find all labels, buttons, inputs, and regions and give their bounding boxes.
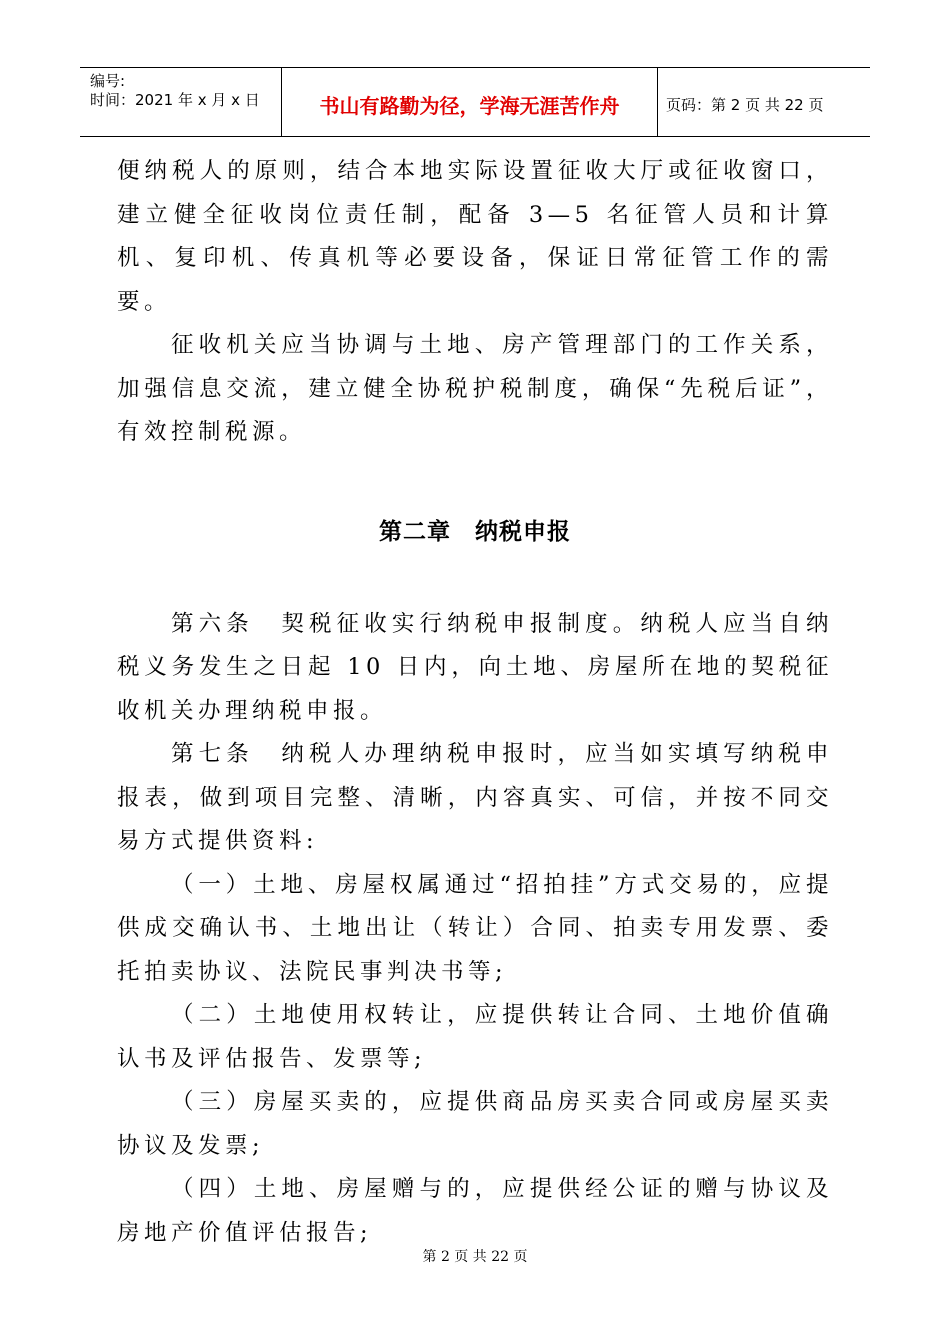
document-body xyxy=(117,150,833,1255)
header-motto: 书山有路勤为径，学海无涯苦作舟 xyxy=(282,68,658,136)
time-label: 时间：2021 年 x 月 x 日 xyxy=(90,91,260,109)
page-header xyxy=(80,67,870,137)
article-seven: 第七条 纳税人办理纳税申报时，应当如实填写纳税申报表，做到项目完整、清晰，内容真实、可信，并按不同交易方式提供资料: xyxy=(117,741,833,854)
paragraph-continued: 便纳税人的原则，结合本地实际设置征收大厅或征收窗口，建立健全征收岗位责任制，配备 3—5 名征管人员和计算机、复印机、传真机等必要设备，保证日常征管工作的需要。 xyxy=(117,158,833,315)
header-page-label: 页码：第 2 页 共 22 页 xyxy=(666,95,824,114)
list-item: （四）土地、房屋赠与的，应提供经公证的赠与协议及房地产价值评估报告; xyxy=(117,1176,833,1246)
header-meta xyxy=(80,68,282,136)
list-item: （三）房屋买卖的，应提供商品房买卖合同或房屋买卖协议及发票; xyxy=(117,1089,833,1159)
page-footer: 第 2 页 共 22 页 xyxy=(422,1249,528,1265)
paragraph: 征收机关应当协调与土地、房产管理部门的工作关系，加强信息交流，建立健全协税护税制度，确保“先税后证”，有效控制税源。 xyxy=(117,332,833,445)
list-item: （二）土地使用权转让，应提供转让合同、土地价值确认书及评估报告、发票等; xyxy=(117,1002,833,1072)
list-item: （一）土地、房屋权属通过“招拍挂”方式交易的，应提供成交确认书、土地出让（转让）合同、拍卖专用发票、委托拍卖协议、法院民事判决书等; xyxy=(117,871,833,985)
number-label: 编号: xyxy=(90,72,126,90)
article-six: 第六条 契税征收实行纳税申报制度。纳税人应当自纳税义务发生之日起 10 日内，向土地、房屋所在地的契税征收机关办理纳税申报。 xyxy=(117,610,833,724)
chapter-title: 第二章 纳税申报 xyxy=(379,518,571,545)
